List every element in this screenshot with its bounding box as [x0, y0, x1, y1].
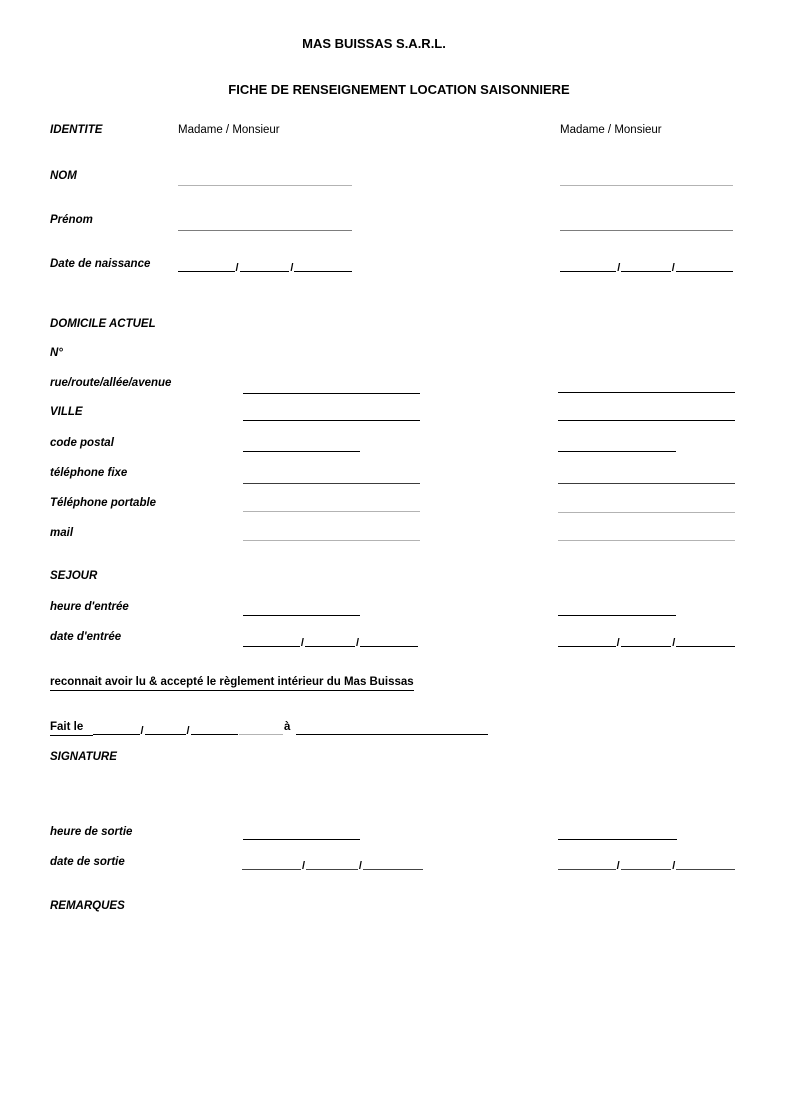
fait-le-date-field[interactable]: [93, 722, 238, 735]
mail-field-guest2[interactable]: [558, 540, 735, 541]
date-entree-field-guest1[interactable]: [243, 634, 418, 647]
date-segment: [558, 633, 616, 647]
slash-separator: /: [235, 262, 239, 274]
ville-label: VILLE: [50, 406, 83, 418]
date-segment: [621, 856, 672, 870]
code-postal-field-guest2[interactable]: [558, 451, 676, 452]
mail-label: mail: [50, 527, 74, 539]
date-segment: [306, 856, 358, 870]
company-title: MAS BUISSAS S.A.R.L.: [302, 36, 446, 51]
slash-separator: /: [356, 637, 360, 649]
rue-field-guest1[interactable]: [243, 393, 420, 394]
slash-separator: /: [616, 637, 620, 649]
date-sortie-field-guest2[interactable]: [558, 857, 735, 870]
date-segment: [360, 633, 418, 647]
date-segment: [93, 721, 140, 735]
code-postal-field-guest1[interactable]: [243, 451, 360, 452]
rue-label: rue/route/allée/avenue: [50, 377, 172, 389]
code-postal-label: code postal: [50, 437, 114, 449]
slash-separator: /: [672, 637, 676, 649]
heure-sortie-label: heure de sortie: [50, 826, 133, 838]
nom-field-guest1[interactable]: [178, 185, 352, 186]
date-entree-field-guest2[interactable]: [558, 634, 735, 647]
mail-field-guest1[interactable]: [243, 540, 420, 541]
slash-separator: /: [186, 725, 190, 737]
date-segment: [240, 258, 290, 272]
telephone-portable-field-guest2[interactable]: [558, 512, 735, 513]
date-segment: [178, 258, 235, 272]
ville-field-guest2[interactable]: [558, 420, 735, 421]
signature-section-label: SIGNATURE: [50, 751, 117, 763]
date-segment: [676, 258, 733, 272]
rue-field-guest2[interactable]: [558, 392, 735, 393]
a-label: à: [284, 721, 291, 733]
date-segment: [363, 856, 423, 870]
slash-separator: /: [671, 262, 675, 274]
telephone-fixe-label: téléphone fixe: [50, 467, 128, 479]
prenom-field-guest2[interactable]: [560, 230, 733, 231]
date-naissance-field-guest1[interactable]: [178, 259, 352, 272]
telephone-portable-label: Téléphone portable: [50, 497, 157, 509]
telephone-fixe-field-guest1[interactable]: [243, 483, 420, 484]
slash-separator: /: [290, 262, 294, 274]
heure-entree-field-guest2[interactable]: [558, 615, 676, 616]
numero-label: N°: [50, 347, 63, 359]
guest1-civility: Madame / Monsieur: [178, 124, 280, 136]
date-segment: [294, 258, 352, 272]
heure-sortie-field-guest1[interactable]: [243, 839, 360, 840]
heure-entree-label: heure d'entrée: [50, 601, 129, 613]
ville-field-guest1[interactable]: [243, 420, 420, 421]
prenom-field-guest1[interactable]: [178, 230, 352, 231]
date-segment: [558, 856, 616, 870]
telephone-portable-field-guest1[interactable]: [243, 511, 420, 512]
form-title: FICHE DE RENSEIGNEMENT LOCATION SAISONNIERE: [228, 82, 570, 97]
date-segment: [621, 258, 670, 272]
date-segment: [676, 856, 735, 870]
date-segment: [242, 856, 301, 870]
date-naissance-field-guest2[interactable]: [560, 259, 733, 272]
prenom-label: Prénom: [50, 214, 93, 226]
date-sortie-field-guest1[interactable]: [242, 857, 423, 870]
date-segment: [305, 633, 355, 647]
date-segment: [676, 633, 735, 647]
date-entree-label: date d'entrée: [50, 631, 122, 643]
date-segment: [560, 258, 616, 272]
slash-separator: /: [616, 860, 620, 872]
heure-sortie-field-guest2[interactable]: [558, 839, 677, 840]
nom-label: NOM: [50, 170, 77, 182]
fait-le-label: Fait le: [50, 721, 93, 736]
slash-separator: /: [617, 262, 621, 274]
fait-le-gap-line: [239, 734, 283, 735]
date-naissance-label: Date de naissance: [50, 258, 151, 270]
telephone-fixe-field-guest2[interactable]: [558, 483, 735, 484]
sejour-section-label: SEJOUR: [50, 570, 98, 582]
guest2-civility: Madame / Monsieur: [560, 124, 662, 136]
slash-separator: /: [672, 860, 676, 872]
date-segment: [621, 633, 672, 647]
heure-entree-field-guest1[interactable]: [243, 615, 360, 616]
domicile-section-label: DOMICILE ACTUEL: [50, 318, 156, 330]
slash-separator: /: [140, 725, 144, 737]
reglement-statement: reconnait avoir lu & accepté le règlement intérieur du Mas Buissas: [50, 676, 414, 691]
slash-separator: /: [301, 860, 306, 872]
remarques-section-label: REMARQUES: [50, 900, 125, 912]
nom-field-guest2[interactable]: [560, 185, 733, 186]
date-segment: [191, 721, 238, 735]
slash-separator: /: [358, 860, 362, 872]
date-segment: [243, 633, 300, 647]
date-segment: [145, 721, 186, 735]
identite-section-label: IDENTITE: [50, 124, 103, 136]
lieu-field[interactable]: [296, 734, 488, 735]
date-sortie-label: date de sortie: [50, 856, 125, 868]
slash-separator: /: [300, 637, 304, 649]
